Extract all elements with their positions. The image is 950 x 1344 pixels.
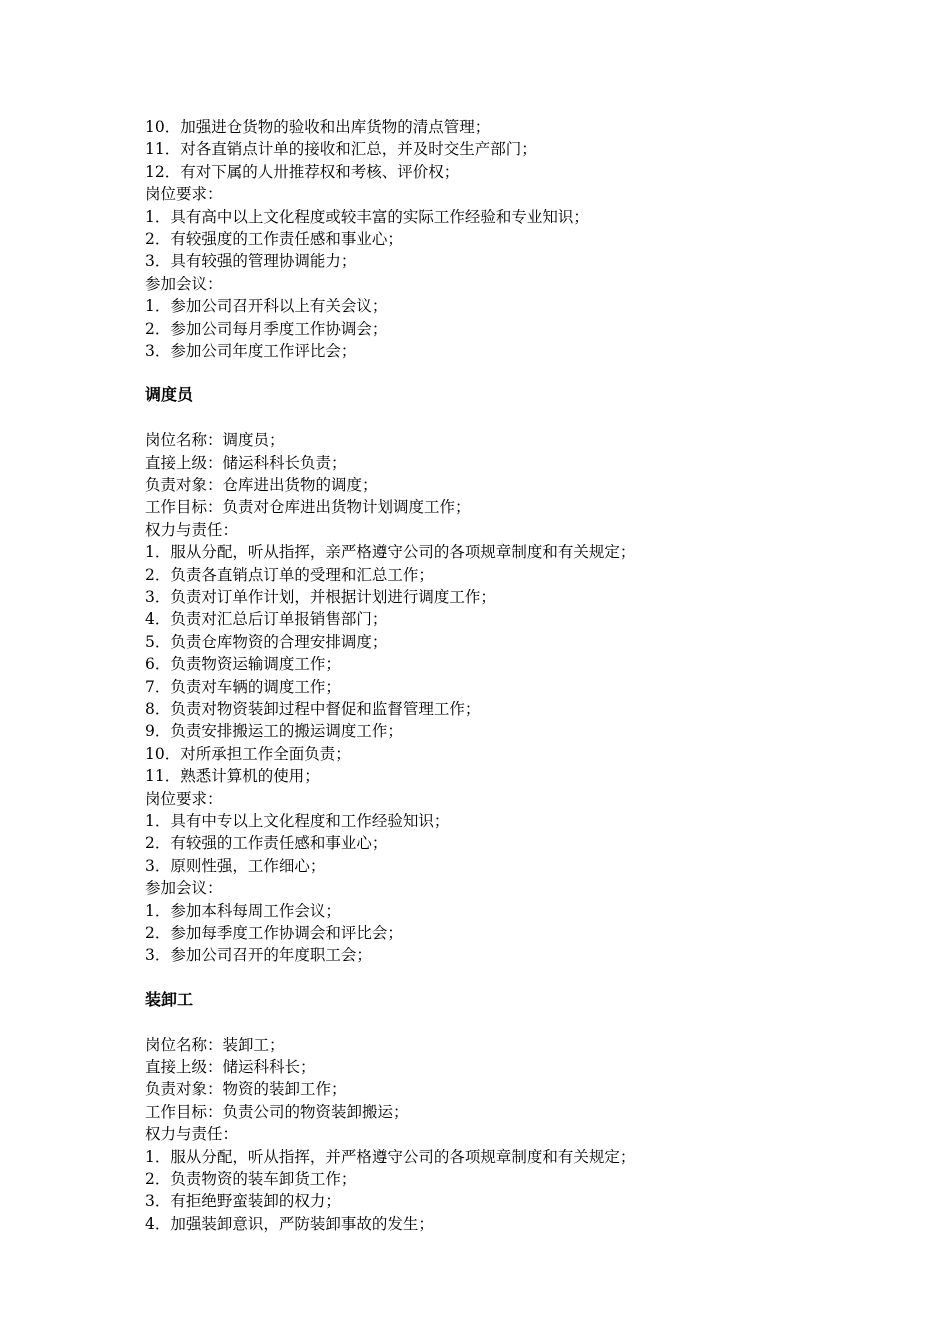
text-line: 工作目标：负责公司的物资装卸搬运； [145,1102,409,1121]
text-line: 3．具有较强的管理协调能力； [145,252,357,271]
text-line: 2．负责各直销点订单的受理和汇总工作； [145,565,434,584]
text-line: 权力与责任： [145,520,239,539]
document-page [145,116,845,1235]
text-line: 权力与责任： [145,1125,239,1144]
text-line: 1．服从分配，听从指挥，亲严格遵守公司的各项规章制度和有关规定； [145,543,636,562]
text-line: 参加会议： [145,274,223,293]
text-line: 3．参加公司年度工作评比会； [145,341,357,360]
text-line: 4．加强装卸意识，严防装卸事故的发生； [145,1214,434,1233]
text-line: 参加会议： [145,879,223,898]
text-line: 岗位要求： [145,185,223,204]
text-line: 1．参加本科每周工作会议； [145,901,341,920]
text-line: 1．服从分配，听从指挥，并严格遵守公司的各项规章制度和有关规定； [145,1147,636,1166]
text-line: 岗位名称：调度员； [145,431,285,450]
text-line: 负责对象：仓库进出货物的调度； [145,476,378,495]
text-line: 10．对所承担工作全面负责； [145,744,351,763]
text-line: 岗位要求： [145,789,223,808]
text-line: 3．原则性强，工作细心； [145,856,326,875]
text-line: 2．有较强的工作责任感和事业心； [145,834,388,853]
text-line: 工作目标：负责对仓库进出货物计划调度工作； [145,498,471,517]
text-line: 5．负责仓库物资的合理安排调度； [145,632,388,651]
text-line: 1．具有高中以上文化程度或较丰富的实际工作经验和专业知识； [145,207,589,226]
text-line: 12．有对下属的人卅推荐权和考核、评价权； [145,162,460,181]
text-line: 负责对象：物资的装卸工作； [145,1080,347,1099]
text-line: 2．参加每季度工作协调会和评比会； [145,923,403,942]
top-section [145,116,845,362]
text-line: 2．参加公司每月季度工作协调会； [145,319,388,338]
text-line: 10．加强进仓货物的验收和出库货物的清点管理； [145,118,491,136]
dispatcher-section [145,429,845,966]
text-line: 9．负责安排搬运工的搬运调度工作； [145,722,403,741]
text-line: 4．负责对汇总后订单报销售部门； [145,610,388,629]
section-heading-loader: 装卸工 [145,989,194,1009]
text-line: 岗位名称：装卸工； [145,1035,285,1054]
text-line: 3．有拒绝野蛮装卸的权力； [145,1192,341,1211]
text-line: 6．负责物资运输调度工作； [145,655,341,674]
text-line: 1．参加公司召开科以上有关会议； [145,297,388,316]
text-line: 7．负责对车辆的调度工作； [145,677,341,696]
text-line: 2．负责物资的装车卸货工作； [145,1170,357,1189]
section-heading-dispatcher: 调度员 [145,385,194,405]
text-line: 直接上级：储运科科长负责； [145,453,347,472]
text-line: 3．负责对订单作计划，并根据计划进行调度工作； [145,588,496,607]
text-line: 11．熟悉计算机的使用； [145,767,320,786]
text-line: 1．具有中专以上文化程度和工作经验知识； [145,811,450,830]
text-line: 8．负责对物资装卸过程中督促和监督管理工作； [145,699,481,718]
text-line: 直接上级：储运科科长； [145,1058,316,1077]
text-line: 2．有较强度的工作责任感和事业心； [145,229,403,248]
text-line: 11．对各直销点计单的接收和汇总，并及时交生产部门； [145,140,537,159]
loader-section [145,1034,845,1236]
text-line: 3．参加公司召开的年度职工会； [145,946,372,965]
